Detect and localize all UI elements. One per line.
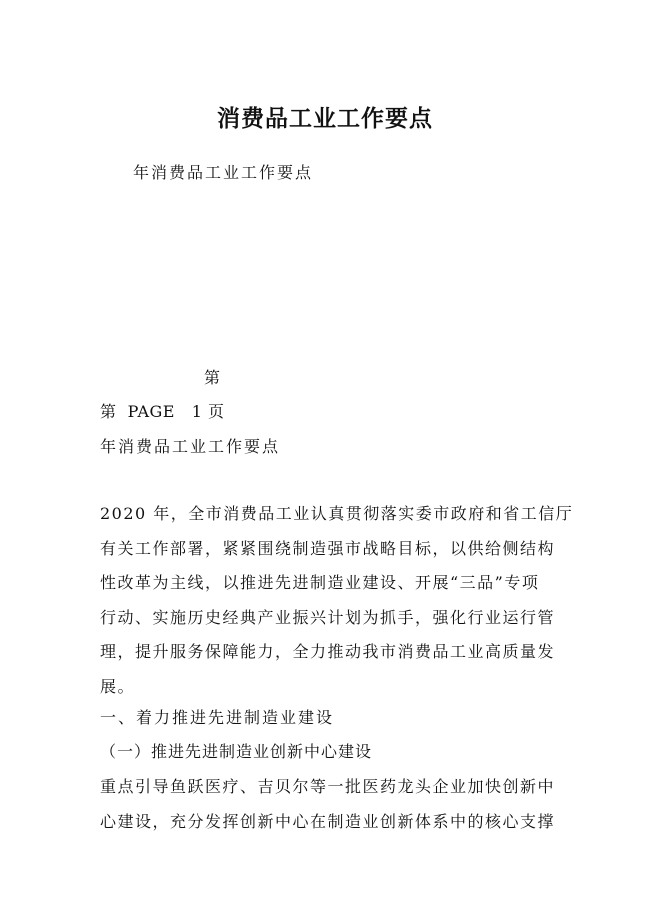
document-title: 消费品工业工作要点 (217, 106, 433, 132)
repeat-heading: 年消费品工业工作要点 (100, 437, 281, 456)
paragraph-line: 性改革为主线，以推进先进制造业建设、开展“三品”专项 (100, 573, 540, 592)
section-heading: 一、着力推进先进制造业建设 (100, 708, 335, 727)
paragraph-line: 理，提升服务保障能力，全力推动我市消费品工业高质量发 (100, 642, 556, 661)
paragraph-line: 2020 年，全市消费品工业认真贯彻落实委市政府和省工信厅 (100, 504, 574, 523)
page-number-field: 第 PAGE 1 页 (100, 402, 225, 421)
paragraph-line: 重点引导鱼跃医疗、吉贝尔等一批医药龙头企业加快创新中 (100, 777, 556, 796)
subsection-heading: （一）推进先进制造业创新中心建设 (100, 742, 373, 761)
paragraph-line: 行动、实施历史经典产业振兴计划为抓手，强化行业运行管 (100, 607, 556, 627)
intro-paragraph (100, 497, 574, 704)
subsection-paragraph (100, 770, 560, 839)
document-subtitle: 年消费品工业工作要点 (133, 163, 314, 182)
page-footer-prefix: 第 (204, 368, 222, 387)
paragraph-line: 心建设，充分发挥创新中心在制造业创新体系中的核心支撑 (100, 811, 556, 831)
paragraph-line: 有关工作部署，紧紧围绕制造强市战略目标，以供给侧结构 (100, 538, 556, 558)
paragraph-line: 展。 (100, 676, 136, 696)
